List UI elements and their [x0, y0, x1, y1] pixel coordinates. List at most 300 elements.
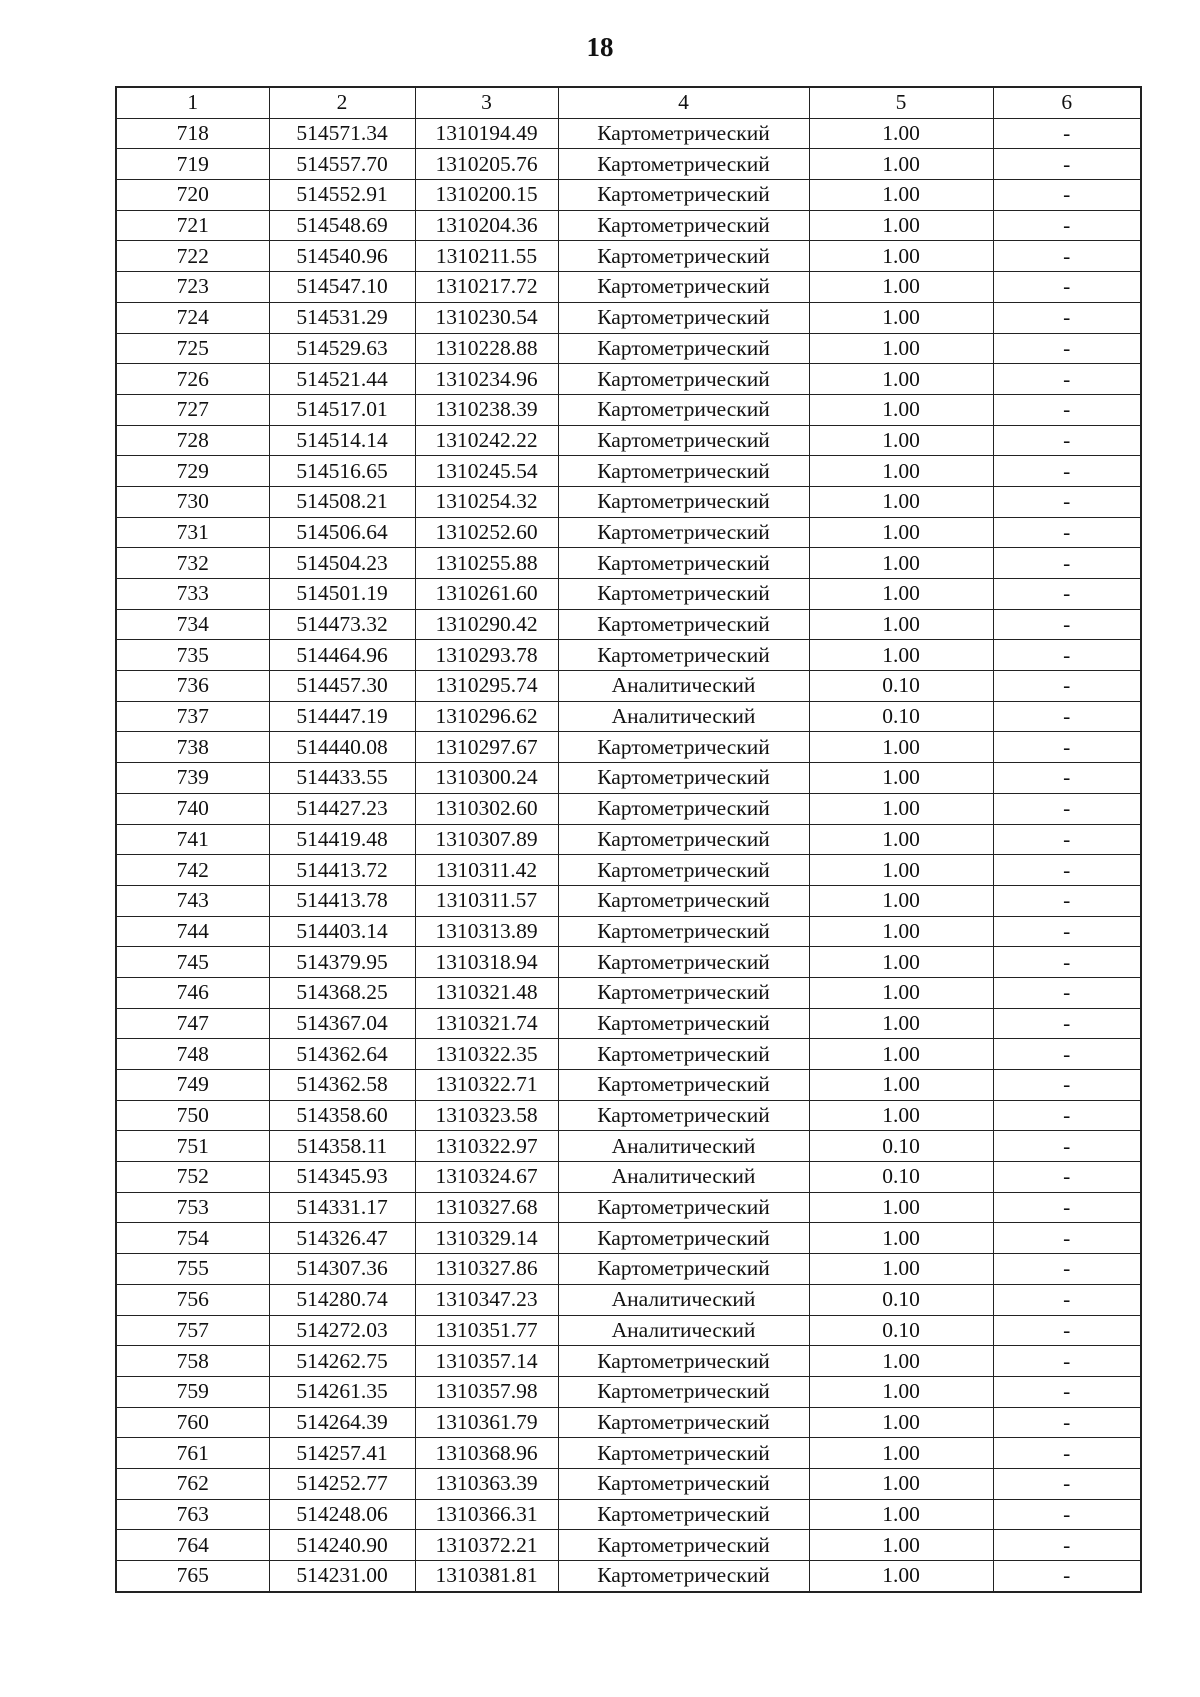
accuracy-cell: 1.00 — [809, 548, 993, 579]
note-cell: - — [993, 1561, 1141, 1592]
y-coordinate-cell: 1310242.22 — [415, 425, 558, 456]
point-number-cell: 732 — [116, 548, 269, 579]
x-coordinate-cell: 514514.14 — [269, 425, 415, 456]
y-coordinate-cell: 1310311.42 — [415, 855, 558, 886]
y-coordinate-cell: 1310245.54 — [415, 456, 558, 487]
x-coordinate-cell: 514440.08 — [269, 732, 415, 763]
table-row — [116, 793, 1141, 824]
method-cell: Картометрический — [558, 1499, 809, 1530]
accuracy-cell: 1.00 — [809, 486, 993, 517]
method-cell: Картометрический — [558, 1039, 809, 1070]
x-coordinate-cell: 514521.44 — [269, 364, 415, 395]
method-cell: Аналитический — [558, 701, 809, 732]
table-row — [116, 1438, 1141, 1469]
point-number-cell: 764 — [116, 1530, 269, 1561]
table-row — [116, 1284, 1141, 1315]
accuracy-cell: 1.00 — [809, 793, 993, 824]
x-coordinate-cell: 514516.65 — [269, 456, 415, 487]
point-number-cell: 750 — [116, 1100, 269, 1131]
column-header-4: 4 — [558, 87, 809, 118]
x-coordinate-cell: 514464.96 — [269, 640, 415, 671]
x-coordinate-cell: 514547.10 — [269, 272, 415, 303]
point-number-cell: 762 — [116, 1468, 269, 1499]
accuracy-cell: 1.00 — [809, 333, 993, 364]
y-coordinate-cell: 1310200.15 — [415, 180, 558, 211]
y-coordinate-cell: 1310228.88 — [415, 333, 558, 364]
table-row — [116, 272, 1141, 303]
table-row — [116, 916, 1141, 947]
method-cell: Картометрический — [558, 394, 809, 425]
method-cell: Аналитический — [558, 1131, 809, 1162]
x-coordinate-cell: 514358.11 — [269, 1131, 415, 1162]
point-number-cell: 733 — [116, 579, 269, 610]
method-cell: Картометрический — [558, 885, 809, 916]
accuracy-cell: 1.00 — [809, 517, 993, 548]
point-number-cell: 739 — [116, 763, 269, 794]
point-number-cell: 734 — [116, 609, 269, 640]
method-cell: Картометрический — [558, 1070, 809, 1101]
column-header-5: 5 — [809, 87, 993, 118]
point-number-cell: 744 — [116, 916, 269, 947]
accuracy-cell: 1.00 — [809, 916, 993, 947]
point-number-cell: 740 — [116, 793, 269, 824]
y-coordinate-cell: 1310230.54 — [415, 302, 558, 333]
method-cell: Картометрический — [558, 609, 809, 640]
note-cell: - — [993, 1346, 1141, 1377]
table-row — [116, 885, 1141, 916]
table-row — [116, 640, 1141, 671]
accuracy-cell: 1.00 — [809, 118, 993, 149]
x-coordinate-cell: 514557.70 — [269, 149, 415, 180]
point-number-cell: 725 — [116, 333, 269, 364]
x-coordinate-cell: 514447.19 — [269, 701, 415, 732]
method-cell: Картометрический — [558, 1192, 809, 1223]
y-coordinate-cell: 1310322.97 — [415, 1131, 558, 1162]
table-row — [116, 1561, 1141, 1592]
y-coordinate-cell: 1310368.96 — [415, 1438, 558, 1469]
accuracy-cell: 1.00 — [809, 1407, 993, 1438]
note-cell: - — [993, 885, 1141, 916]
method-cell: Аналитический — [558, 1284, 809, 1315]
table-row — [116, 1192, 1141, 1223]
table-row — [116, 364, 1141, 395]
point-number-cell: 752 — [116, 1162, 269, 1193]
table-row — [116, 1008, 1141, 1039]
note-cell: - — [993, 640, 1141, 671]
method-cell: Картометрический — [558, 1438, 809, 1469]
y-coordinate-cell: 1310300.24 — [415, 763, 558, 794]
y-coordinate-cell: 1310327.86 — [415, 1254, 558, 1285]
table-row — [116, 1039, 1141, 1070]
note-cell: - — [993, 118, 1141, 149]
table-row — [116, 701, 1141, 732]
point-number-cell: 742 — [116, 855, 269, 886]
table-row — [116, 824, 1141, 855]
x-coordinate-cell: 514264.39 — [269, 1407, 415, 1438]
table-row — [116, 1376, 1141, 1407]
x-coordinate-cell: 514231.00 — [269, 1561, 415, 1592]
method-cell: Картометрический — [558, 763, 809, 794]
method-cell: Картометрический — [558, 1346, 809, 1377]
note-cell: - — [993, 579, 1141, 610]
point-number-cell: 738 — [116, 732, 269, 763]
table-row — [116, 977, 1141, 1008]
note-cell: - — [993, 824, 1141, 855]
table-row — [116, 548, 1141, 579]
table-row — [116, 425, 1141, 456]
method-cell: Картометрический — [558, 486, 809, 517]
method-cell: Картометрический — [558, 333, 809, 364]
y-coordinate-cell: 1310307.89 — [415, 824, 558, 855]
note-cell: - — [993, 1008, 1141, 1039]
method-cell: Картометрический — [558, 364, 809, 395]
point-number-cell: 758 — [116, 1346, 269, 1377]
x-coordinate-cell: 514433.55 — [269, 763, 415, 794]
y-coordinate-cell: 1310238.39 — [415, 394, 558, 425]
table-row — [116, 1315, 1141, 1346]
point-number-cell: 747 — [116, 1008, 269, 1039]
y-coordinate-cell: 1310297.67 — [415, 732, 558, 763]
method-cell: Картометрический — [558, 640, 809, 671]
table-row — [116, 333, 1141, 364]
note-cell: - — [993, 1192, 1141, 1223]
point-number-cell: 761 — [116, 1438, 269, 1469]
accuracy-cell: 1.00 — [809, 1008, 993, 1039]
accuracy-cell: 1.00 — [809, 579, 993, 610]
y-coordinate-cell: 1310211.55 — [415, 241, 558, 272]
note-cell: - — [993, 425, 1141, 456]
x-coordinate-cell: 514367.04 — [269, 1008, 415, 1039]
method-cell: Картометрический — [558, 1561, 809, 1592]
y-coordinate-cell: 1310329.14 — [415, 1223, 558, 1254]
x-coordinate-cell: 514326.47 — [269, 1223, 415, 1254]
method-cell: Аналитический — [558, 1162, 809, 1193]
method-cell: Картометрический — [558, 1100, 809, 1131]
method-cell: Картометрический — [558, 916, 809, 947]
x-coordinate-cell: 514457.30 — [269, 671, 415, 702]
y-coordinate-cell: 1310252.60 — [415, 517, 558, 548]
accuracy-cell: 1.00 — [809, 1499, 993, 1530]
x-coordinate-cell: 514413.78 — [269, 885, 415, 916]
y-coordinate-cell: 1310327.68 — [415, 1192, 558, 1223]
x-coordinate-cell: 514419.48 — [269, 824, 415, 855]
column-header-6: 6 — [993, 87, 1141, 118]
table-row — [116, 855, 1141, 886]
x-coordinate-cell: 514280.74 — [269, 1284, 415, 1315]
accuracy-cell: 1.00 — [809, 425, 993, 456]
method-cell: Картометрический — [558, 1530, 809, 1561]
accuracy-cell: 1.00 — [809, 180, 993, 211]
table-row — [116, 1499, 1141, 1530]
note-cell: - — [993, 1131, 1141, 1162]
accuracy-cell: 1.00 — [809, 456, 993, 487]
method-cell: Картометрический — [558, 947, 809, 978]
table-row — [116, 1070, 1141, 1101]
accuracy-cell: 1.00 — [809, 1438, 993, 1469]
point-number-cell: 723 — [116, 272, 269, 303]
note-cell: - — [993, 149, 1141, 180]
table-row — [116, 1223, 1141, 1254]
table-row — [116, 118, 1141, 149]
point-number-cell: 757 — [116, 1315, 269, 1346]
accuracy-cell: 1.00 — [809, 149, 993, 180]
table-row — [116, 456, 1141, 487]
table-row — [116, 763, 1141, 794]
x-coordinate-cell: 514540.96 — [269, 241, 415, 272]
y-coordinate-cell: 1310321.48 — [415, 977, 558, 1008]
x-coordinate-cell: 514473.32 — [269, 609, 415, 640]
note-cell: - — [993, 1223, 1141, 1254]
header-row — [116, 87, 1141, 118]
point-number-cell: 763 — [116, 1499, 269, 1530]
point-number-cell: 726 — [116, 364, 269, 395]
method-cell: Картометрический — [558, 272, 809, 303]
column-header-2: 2 — [269, 87, 415, 118]
y-coordinate-cell: 1310290.42 — [415, 609, 558, 640]
accuracy-cell: 1.00 — [809, 210, 993, 241]
table-row — [116, 1530, 1141, 1561]
x-coordinate-cell: 514508.21 — [269, 486, 415, 517]
point-number-cell: 737 — [116, 701, 269, 732]
method-cell: Картометрический — [558, 517, 809, 548]
x-coordinate-cell: 514262.75 — [269, 1346, 415, 1377]
accuracy-cell: 1.00 — [809, 1254, 993, 1285]
accuracy-cell: 1.00 — [809, 732, 993, 763]
note-cell: - — [993, 548, 1141, 579]
y-coordinate-cell: 1310357.14 — [415, 1346, 558, 1377]
page-number: 18 — [586, 32, 614, 62]
point-number-cell: 760 — [116, 1407, 269, 1438]
note-cell: - — [993, 180, 1141, 211]
point-number-cell: 765 — [116, 1561, 269, 1592]
note-cell: - — [993, 302, 1141, 333]
point-number-cell: 746 — [116, 977, 269, 1008]
accuracy-cell: 1.00 — [809, 977, 993, 1008]
y-coordinate-cell: 1310296.62 — [415, 701, 558, 732]
accuracy-cell: 1.00 — [809, 885, 993, 916]
note-cell: - — [993, 456, 1141, 487]
method-cell: Картометрический — [558, 1376, 809, 1407]
method-cell: Картометрический — [558, 1008, 809, 1039]
note-cell: - — [993, 241, 1141, 272]
method-cell: Картометрический — [558, 548, 809, 579]
accuracy-cell: 1.00 — [809, 609, 993, 640]
x-coordinate-cell: 514358.60 — [269, 1100, 415, 1131]
y-coordinate-cell: 1310217.72 — [415, 272, 558, 303]
point-number-cell: 741 — [116, 824, 269, 855]
accuracy-cell: 1.00 — [809, 1561, 993, 1592]
y-coordinate-cell: 1310363.39 — [415, 1468, 558, 1499]
table-row — [116, 394, 1141, 425]
table-row — [116, 947, 1141, 978]
x-coordinate-cell: 514240.90 — [269, 1530, 415, 1561]
x-coordinate-cell: 514529.63 — [269, 333, 415, 364]
accuracy-cell: 1.00 — [809, 1100, 993, 1131]
method-cell: Картометрический — [558, 456, 809, 487]
table-row — [116, 486, 1141, 517]
accuracy-cell: 1.00 — [809, 1376, 993, 1407]
coordinates-table — [115, 86, 1142, 1593]
table-row — [116, 210, 1141, 241]
x-coordinate-cell: 514552.91 — [269, 180, 415, 211]
x-coordinate-cell: 514248.06 — [269, 1499, 415, 1530]
y-coordinate-cell: 1310311.57 — [415, 885, 558, 916]
method-cell: Аналитический — [558, 671, 809, 702]
table-row — [116, 241, 1141, 272]
table-row — [116, 302, 1141, 333]
x-coordinate-cell: 514531.29 — [269, 302, 415, 333]
note-cell: - — [993, 364, 1141, 395]
note-cell: - — [993, 1284, 1141, 1315]
point-number-cell: 751 — [116, 1131, 269, 1162]
note-cell: - — [993, 1530, 1141, 1561]
note-cell: - — [993, 671, 1141, 702]
table-row — [116, 1407, 1141, 1438]
x-coordinate-cell: 514331.17 — [269, 1192, 415, 1223]
y-coordinate-cell: 1310366.31 — [415, 1499, 558, 1530]
method-cell: Аналитический — [558, 1315, 809, 1346]
y-coordinate-cell: 1310347.23 — [415, 1284, 558, 1315]
method-cell: Картометрический — [558, 425, 809, 456]
point-number-cell: 729 — [116, 456, 269, 487]
x-coordinate-cell: 514252.77 — [269, 1468, 415, 1499]
x-coordinate-cell: 514379.95 — [269, 947, 415, 978]
note-cell: - — [993, 763, 1141, 794]
method-cell: Картометрический — [558, 210, 809, 241]
table-row — [116, 1162, 1141, 1193]
table-row — [116, 1468, 1141, 1499]
y-coordinate-cell: 1310324.67 — [415, 1162, 558, 1193]
table-row — [116, 1131, 1141, 1162]
point-number-cell: 743 — [116, 885, 269, 916]
x-coordinate-cell: 514427.23 — [269, 793, 415, 824]
column-header-3: 3 — [415, 87, 558, 118]
table-body — [116, 118, 1141, 1592]
point-number-cell: 755 — [116, 1254, 269, 1285]
method-cell: Картометрический — [558, 793, 809, 824]
x-coordinate-cell: 514571.34 — [269, 118, 415, 149]
method-cell: Картометрический — [558, 579, 809, 610]
method-cell: Картометрический — [558, 241, 809, 272]
table-row — [116, 149, 1141, 180]
note-cell: - — [993, 732, 1141, 763]
method-cell: Картометрический — [558, 1223, 809, 1254]
accuracy-cell: 1.00 — [809, 302, 993, 333]
table-row — [116, 1254, 1141, 1285]
accuracy-cell: 1.00 — [809, 1530, 993, 1561]
y-coordinate-cell: 1310302.60 — [415, 793, 558, 824]
method-cell: Картометрический — [558, 149, 809, 180]
point-number-cell: 753 — [116, 1192, 269, 1223]
note-cell: - — [993, 977, 1141, 1008]
accuracy-cell: 1.00 — [809, 763, 993, 794]
point-number-cell: 735 — [116, 640, 269, 671]
note-cell: - — [993, 793, 1141, 824]
point-number-cell: 756 — [116, 1284, 269, 1315]
method-cell: Картометрический — [558, 1254, 809, 1285]
table-row — [116, 609, 1141, 640]
method-cell: Картометрический — [558, 855, 809, 886]
point-number-cell: 736 — [116, 671, 269, 702]
note-cell: - — [993, 609, 1141, 640]
point-number-cell: 759 — [116, 1376, 269, 1407]
accuracy-cell: 0.10 — [809, 1162, 993, 1193]
note-cell: - — [993, 486, 1141, 517]
accuracy-cell: 1.00 — [809, 1223, 993, 1254]
point-number-cell: 718 — [116, 118, 269, 149]
y-coordinate-cell: 1310255.88 — [415, 548, 558, 579]
accuracy-cell: 0.10 — [809, 701, 993, 732]
accuracy-cell: 1.00 — [809, 1192, 993, 1223]
table-row — [116, 180, 1141, 211]
point-number-cell: 731 — [116, 517, 269, 548]
method-cell: Картометрический — [558, 824, 809, 855]
method-cell: Картометрический — [558, 118, 809, 149]
x-coordinate-cell: 514362.58 — [269, 1070, 415, 1101]
accuracy-cell: 1.00 — [809, 855, 993, 886]
table-row — [116, 732, 1141, 763]
point-number-cell: 728 — [116, 425, 269, 456]
method-cell: Картометрический — [558, 1407, 809, 1438]
note-cell: - — [993, 272, 1141, 303]
y-coordinate-cell: 1310204.36 — [415, 210, 558, 241]
x-coordinate-cell: 514501.19 — [269, 579, 415, 610]
accuracy-cell: 0.10 — [809, 1131, 993, 1162]
x-coordinate-cell: 514403.14 — [269, 916, 415, 947]
accuracy-cell: 1.00 — [809, 640, 993, 671]
accuracy-cell: 1.00 — [809, 394, 993, 425]
x-coordinate-cell: 514345.93 — [269, 1162, 415, 1193]
y-coordinate-cell: 1310322.35 — [415, 1039, 558, 1070]
note-cell: - — [993, 701, 1141, 732]
note-cell: - — [993, 1070, 1141, 1101]
y-coordinate-cell: 1310293.78 — [415, 640, 558, 671]
x-coordinate-cell: 514362.64 — [269, 1039, 415, 1070]
note-cell: - — [993, 1376, 1141, 1407]
y-coordinate-cell: 1310205.76 — [415, 149, 558, 180]
y-coordinate-cell: 1310261.60 — [415, 579, 558, 610]
table-row — [116, 517, 1141, 548]
y-coordinate-cell: 1310372.21 — [415, 1530, 558, 1561]
y-coordinate-cell: 1310323.58 — [415, 1100, 558, 1131]
accuracy-cell: 1.00 — [809, 1468, 993, 1499]
y-coordinate-cell: 1310361.79 — [415, 1407, 558, 1438]
table-row — [116, 671, 1141, 702]
accuracy-cell: 1.00 — [809, 1346, 993, 1377]
point-number-cell: 719 — [116, 149, 269, 180]
note-cell: - — [993, 1315, 1141, 1346]
y-coordinate-cell: 1310357.98 — [415, 1376, 558, 1407]
x-coordinate-cell: 514261.35 — [269, 1376, 415, 1407]
note-cell: - — [993, 1438, 1141, 1469]
x-coordinate-cell: 514307.36 — [269, 1254, 415, 1285]
accuracy-cell: 0.10 — [809, 1315, 993, 1346]
point-number-cell: 748 — [116, 1039, 269, 1070]
point-number-cell: 722 — [116, 241, 269, 272]
method-cell: Картометрический — [558, 1468, 809, 1499]
point-number-cell: 724 — [116, 302, 269, 333]
note-cell: - — [993, 517, 1141, 548]
note-cell: - — [993, 1254, 1141, 1285]
note-cell: - — [993, 333, 1141, 364]
y-coordinate-cell: 1310351.77 — [415, 1315, 558, 1346]
column-header-1: 1 — [116, 87, 269, 118]
note-cell: - — [993, 1162, 1141, 1193]
x-coordinate-cell: 514517.01 — [269, 394, 415, 425]
note-cell: - — [993, 210, 1141, 241]
note-cell: - — [993, 394, 1141, 425]
y-coordinate-cell: 1310313.89 — [415, 916, 558, 947]
